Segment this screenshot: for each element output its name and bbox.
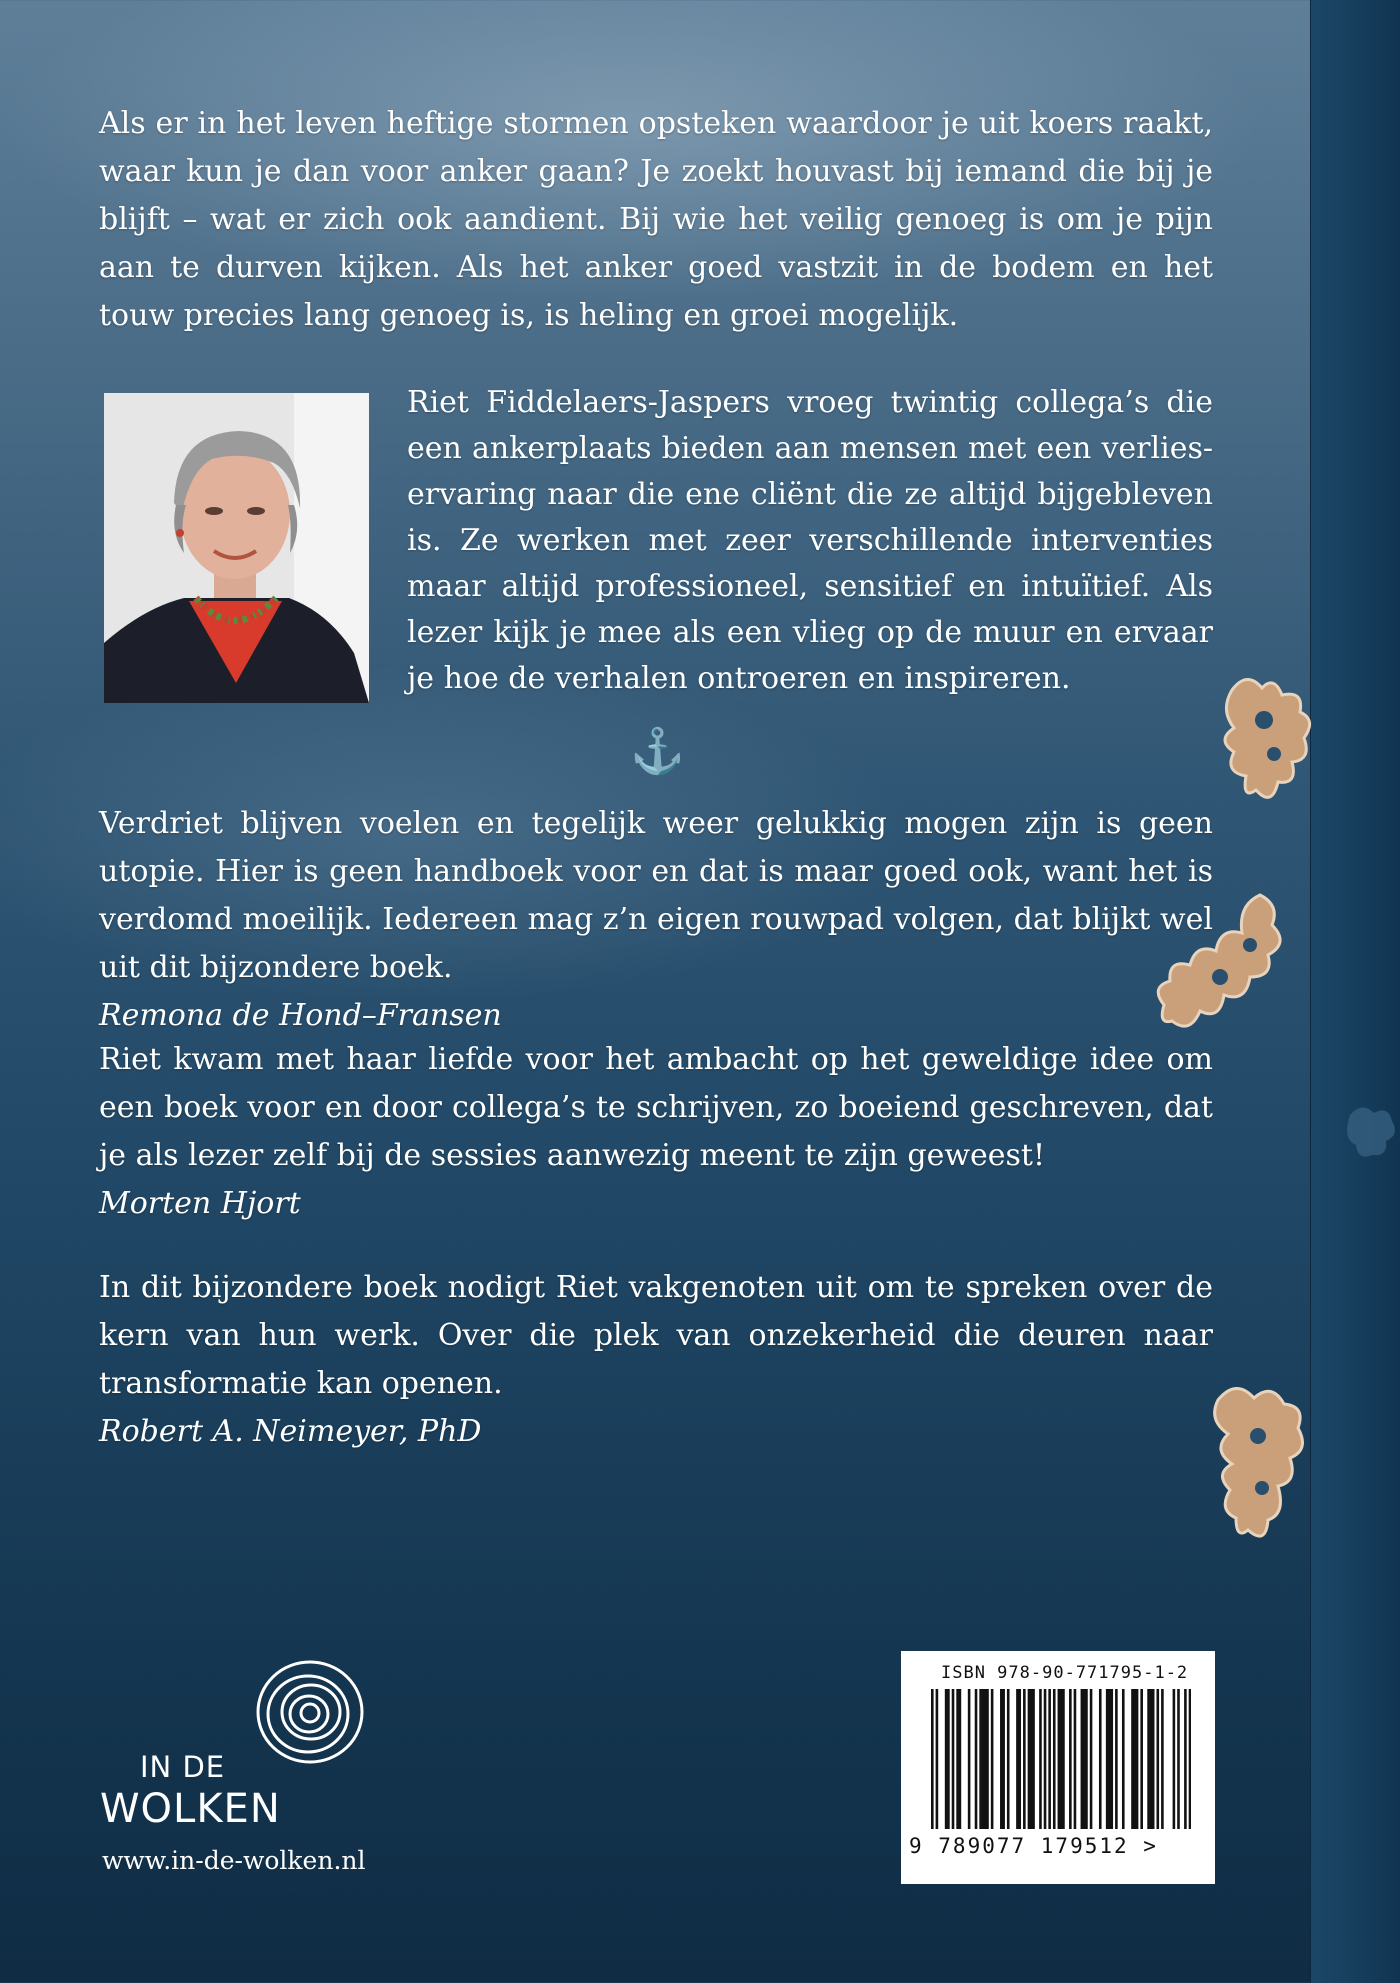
quote-3 (99, 1264, 1213, 1456)
barcode-bar (1133, 1689, 1136, 1829)
barcode-bar (1062, 1689, 1065, 1829)
quote-2 (99, 1036, 1213, 1228)
barcode-bar (1058, 1689, 1061, 1829)
barcode-bar (1122, 1689, 1125, 1829)
bio-text: Riet Fiddelaers-Jaspers vroeg twintig collega’s die een ankerplaats bieden aan mensen met een verlieservaring naar die ene cliënt die ze altijd bijgebleven is. Ze werken met zeer verschillende interventies maar altijd professioneel, sensitief en intuïtief. Als lezer kijk je mee als een vlieg op de muur en ervaar je hoe de verhalen ontroeren en inspireren. (407, 385, 1213, 696)
barcode-bar (1074, 1689, 1077, 1829)
puzzle-piece-icon (1150, 885, 1310, 1075)
puzzle-piece-icon (1212, 650, 1332, 820)
barcode-bar (1106, 1689, 1109, 1829)
quote-1 (99, 800, 1213, 1040)
barcode-bar (1048, 1689, 1051, 1829)
barcode-bar (1150, 1689, 1153, 1829)
barcode-bar (1110, 1689, 1113, 1829)
barcode-bar (991, 1689, 994, 1829)
quote-text: Verdriet blijven voelen en tegelijk weer gelukkig mogen zijn is geen utopie. Hier is geen handboek voor en dat is maar goed ook, want het is verdomd moeilijk. Iedereen mag z’n eigen rouwpad volgen, dat blijkt wel uit dit bijzondere boek. (99, 806, 1213, 985)
barcode-bar (1039, 1689, 1042, 1829)
barcode-bar (1000, 1689, 1003, 1829)
barcode-bar (979, 1689, 982, 1829)
barcode-bar (1053, 1689, 1056, 1829)
puzzle-piece-icon (1340, 1095, 1400, 1165)
book-spine (1310, 0, 1400, 1983)
barcode-bar (1002, 1689, 1005, 1829)
barcode-bar (1018, 1689, 1021, 1829)
barcode-bar (1173, 1689, 1176, 1829)
barcode-bar (1090, 1689, 1093, 1829)
barcode-digits: 9 789077 179512 > (909, 1834, 1158, 1858)
barcode-bar (1044, 1689, 1047, 1829)
isbn-barcode (901, 1651, 1215, 1884)
barcode-bars (931, 1689, 1191, 1839)
barcode-bar (982, 1689, 985, 1829)
barcode-bar (1007, 1689, 1010, 1829)
barcode-bar (1060, 1689, 1063, 1829)
quote-author: Morten Hjort (99, 1186, 301, 1221)
barcode-bar (1032, 1689, 1035, 1829)
barcode-bar (1030, 1689, 1033, 1829)
quote-author: Robert A. Neimeyer, PhD (99, 1414, 482, 1449)
barcode-bar (1069, 1689, 1072, 1829)
barcode-bar (1099, 1689, 1102, 1829)
barcode-bar (986, 1689, 989, 1829)
barcode-bar (1115, 1689, 1118, 1829)
isbn-label: ISBN 978-90-771795-1-2 (941, 1663, 1189, 1683)
barcode-bar (1189, 1689, 1191, 1829)
anchor-icon: ⚓ (630, 726, 685, 777)
barcode-bar (1108, 1689, 1111, 1829)
barcode-bar (959, 1689, 962, 1829)
barcode-bar (1016, 1689, 1019, 1829)
intro-paragraph (99, 100, 1213, 340)
barcode-bar (1023, 1689, 1026, 1829)
barcode-bar (975, 1689, 978, 1829)
barcode-bar (936, 1689, 939, 1829)
puzzle-piece-icon (1206, 1370, 1316, 1550)
barcode-bar (952, 1689, 955, 1829)
author-portrait-illustration (104, 393, 369, 703)
quote-author: Remona de Hond–Fransen (99, 998, 502, 1033)
barcode-bar (968, 1689, 971, 1829)
barcode-bar (1140, 1689, 1143, 1829)
barcode-bar (1083, 1689, 1086, 1829)
barcode-bar (1136, 1689, 1139, 1829)
publisher-name-line1: IN DE (140, 1750, 226, 1784)
author-photo (104, 393, 369, 703)
barcode-bar (1161, 1689, 1164, 1829)
barcode-bar (984, 1689, 987, 1829)
barcode-bar (1085, 1689, 1088, 1829)
quote-text: Riet kwam met haar liefde voor het ambacht op het geweldige idee om een boek voor en door collega’s te schrijven, zo boeiend geschreven, dat je als lezer zelf bij de sessies aanwezig meent te zijn geweest! (99, 1042, 1213, 1173)
barcode-bar (956, 1689, 959, 1829)
publisher-name-line2: WOLKEN (100, 1786, 281, 1832)
barcode-bar (1177, 1689, 1180, 1829)
barcode-bar (1028, 1689, 1031, 1829)
publisher-website: www.in-de-wolken.nl (102, 1846, 366, 1875)
barcode-bar (947, 1689, 950, 1829)
barcode-bar (1081, 1689, 1084, 1829)
barcode-bar (1131, 1689, 1134, 1829)
barcode-bar (1184, 1689, 1187, 1829)
barcode-bar (1152, 1689, 1155, 1829)
author-bio (407, 380, 1213, 702)
barcode-bar (1147, 1689, 1150, 1829)
barcode-bar (1156, 1689, 1159, 1829)
barcode-bar (931, 1689, 934, 1829)
intro-text: Als er in het leven heftige stormen opsteken waardoor je uit koers raakt, waar kun je dan voor anker gaan? Je zoekt houvast bij iemand die bij je blijft – wat er zich ook aandient. Bij wie het veilig genoeg is om je pijn aan te durven kijken. Als het anker goed vastzit in de bodem en het touw precies lang genoeg is, is heling en groei mogelijk. (99, 106, 1213, 333)
barcode-bar (945, 1689, 948, 1829)
quote-text: In dit bijzondere boek nodigt Riet vakgenoten uit om te spreken over de kern van hun werk. Over die plek van onzekerheid die deuren naar transformatie kan openen. (99, 1270, 1213, 1401)
